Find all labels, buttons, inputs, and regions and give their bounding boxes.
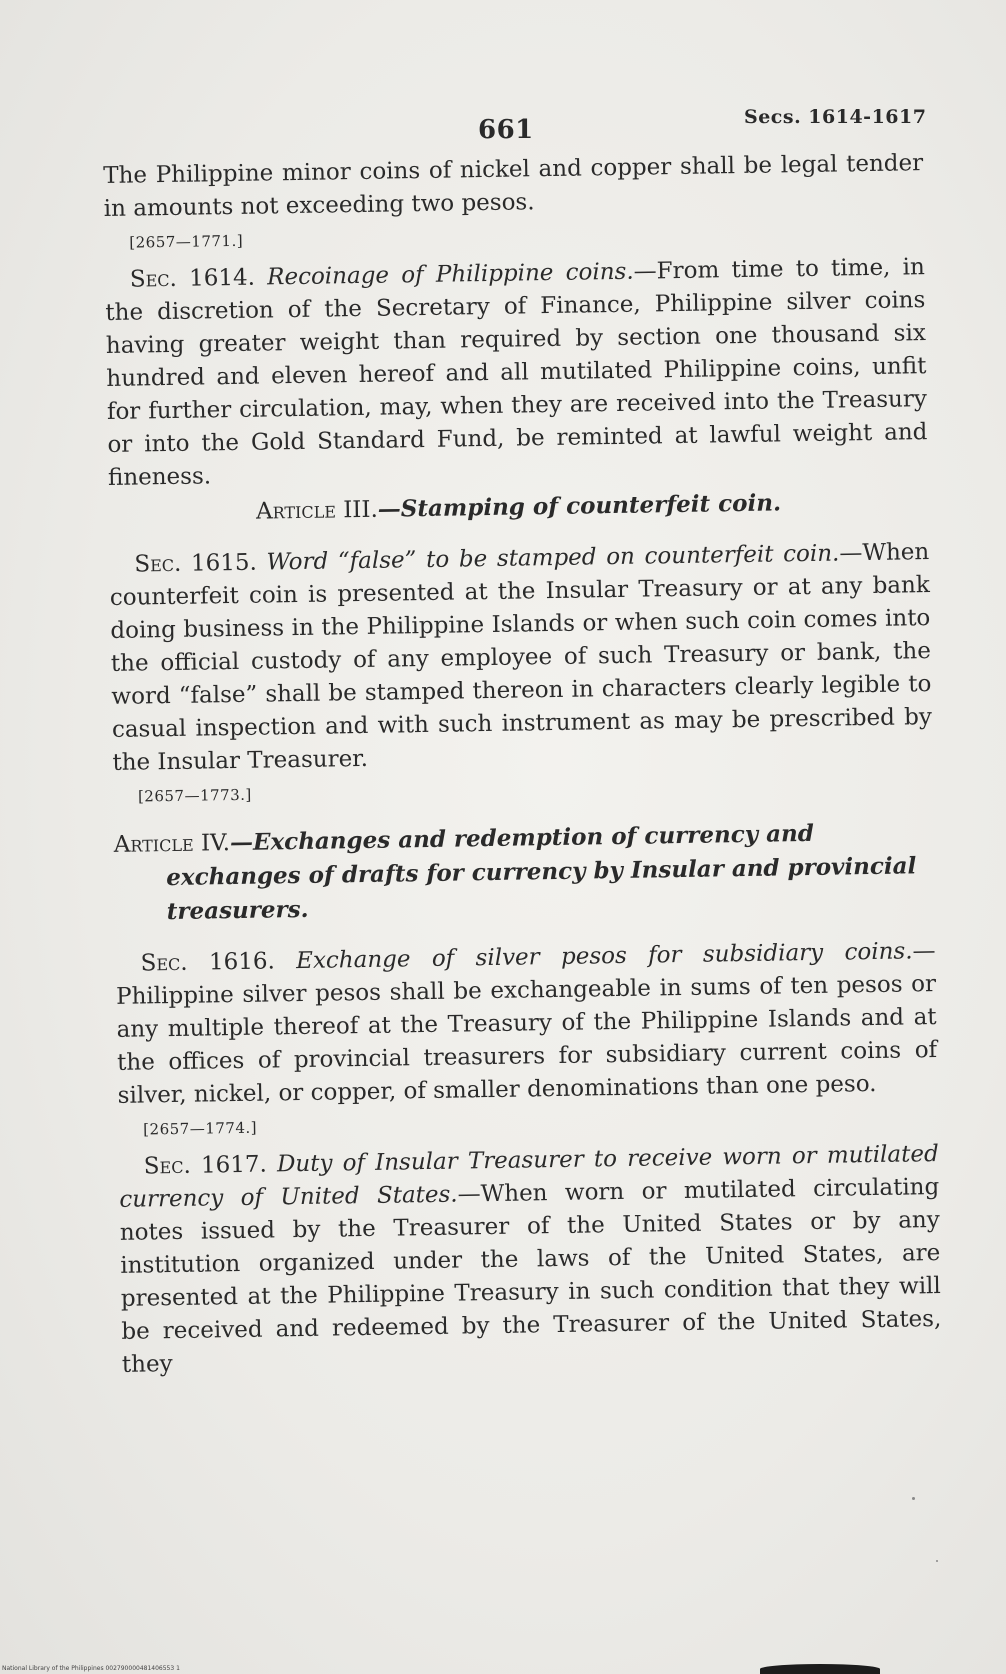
section-text: —When counterfeit coin is presented at the Insular Treasury or at any bank doing business in the Philippine Islands or when such coin comes into the official custody of any employee of such Treasury or bank, the word “false” shall be stamped thereon in characters clearly legible to casual inspection and with such instrument as may be prescribed by the Insular Treasurer. bbox=[109, 539, 933, 776]
citation: [2657—1773.] bbox=[137, 785, 252, 806]
article-caption: —Stamping of counterfeit coin. bbox=[377, 489, 782, 523]
section-1615 bbox=[109, 536, 933, 780]
section-1617 bbox=[119, 1138, 943, 1382]
article-caption: —Exchanges and redemption of currency and exchanges of drafts for currency by Insular and provincial treasurers. bbox=[166, 819, 917, 926]
article-label: Article IV. bbox=[113, 830, 231, 858]
article-label: Article III. bbox=[255, 496, 379, 525]
section-text: —Philippine silver pesos shall be exchangeable in sums of ten pesos or any multiple thereof at the Treasury of the Philippine Islands and at the offices of provincial treasurers for subsidiary current coins of silver, nickel, or copper, of smaller denominations than one peso. bbox=[115, 938, 938, 1109]
page-number: 661 bbox=[478, 115, 534, 145]
continuation-paragraph: The Philippine minor coins of nickel and copper shall be legal tender in amounts not exceeding two pesos. bbox=[103, 150, 924, 222]
scan-speck bbox=[936, 1560, 938, 1562]
section-caption: Exchange of silver pesos for subsidiary coins. bbox=[295, 938, 913, 975]
citation: [2657—1771.] bbox=[129, 231, 244, 252]
scan-edge-mark bbox=[760, 1664, 880, 1674]
running-head: Secs. 1614-1617 bbox=[744, 106, 927, 128]
citation: [2657—1774.] bbox=[143, 1118, 258, 1139]
section-1614 bbox=[105, 251, 929, 495]
scan-speck bbox=[912, 1497, 915, 1500]
page-body bbox=[103, 147, 942, 1382]
section-label: Sec. 1617. bbox=[143, 1151, 268, 1180]
section-caption: Word “false” to be stamped on counterfeit coin. bbox=[266, 540, 840, 576]
section-caption: Duty of Insular Treasurer to receive worn or mutilated currency of United States. bbox=[119, 1140, 939, 1213]
section-text: —From time to time, in the discretion of the Secretary of Finance, Philippine silver coins having greater weight than required by section one thousand six hundred and eleven hereof and all mutilated Philippine coins, unfit for further circulation, may, when they are received into the Treasury or into the Gold Standard Fund, be reminted at lawful weight and fineness. bbox=[105, 254, 928, 491]
section-label: Sec. 1616. bbox=[140, 948, 276, 977]
section-caption: Recoinage of Philippine coins. bbox=[266, 258, 634, 291]
section-1616 bbox=[115, 935, 937, 1113]
section-label: Sec. 1614. bbox=[129, 264, 256, 293]
article-4-heading bbox=[113, 815, 935, 930]
section-label: Sec. 1615. bbox=[134, 549, 258, 578]
section-text: —When worn or mutilated circulating notes issued by the Treasurer of the United States or by any institution organized under the laws of the United States, are presented at the Philippine Treasury in such condition that they will be received and redeemed by the Treasurer of the United States, they bbox=[119, 1173, 942, 1378]
scan-credit: National Library of the Philippines 002790000481406553 1 bbox=[2, 1665, 180, 1672]
